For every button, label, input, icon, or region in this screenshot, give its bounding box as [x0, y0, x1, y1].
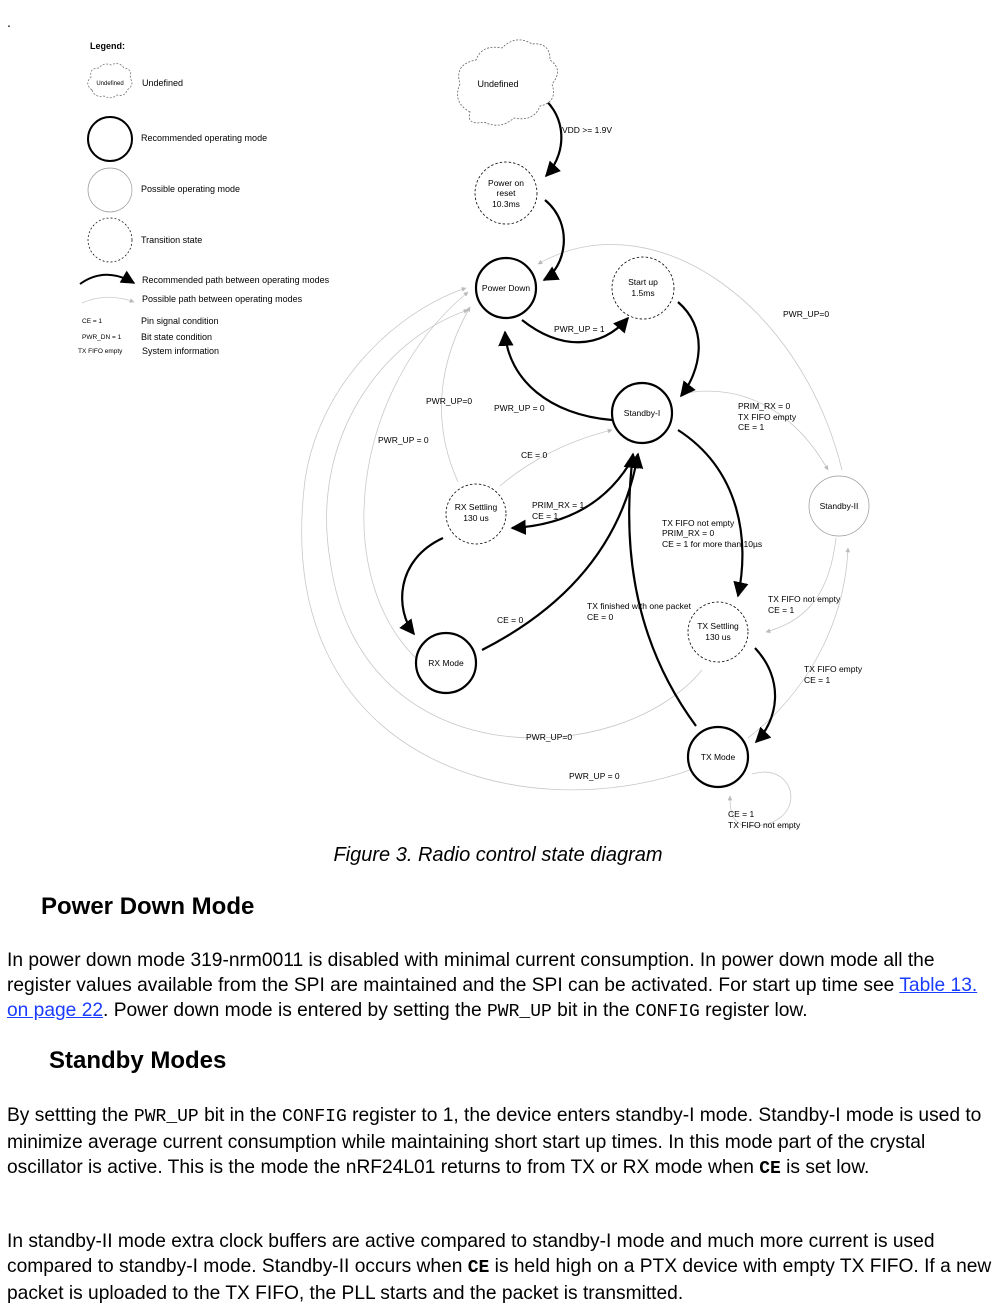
legend-bit-sample: PWR_DN = 1 [82, 334, 122, 341]
state-rxmode: RX Mode [428, 658, 464, 668]
state-standby1: Standby-I [623, 408, 661, 418]
label-pwrup0-txsettling: PWR_UP=0 [526, 732, 573, 742]
text: bit in the [198, 1105, 282, 1126]
code-ce: CE [759, 1159, 781, 1179]
label-sb2-3: CE = 1 [738, 422, 765, 432]
legend-possible-mode-icon [88, 168, 132, 212]
state-undefined: Undefined [477, 79, 519, 89]
path-txmode-to-standby2 [748, 548, 848, 738]
label-sb2-1: PRIM_RX = 0 [738, 401, 791, 411]
label-ce0-rxmode: CE = 0 [497, 615, 524, 625]
state-txsettling-1: TX Settling [697, 621, 739, 631]
label-primrx1-ce: CE = 1 [532, 511, 559, 521]
heading-standby: Standby Modes [49, 1047, 227, 1074]
code-config: CONFIG [635, 1002, 700, 1022]
path-rxsettling-to-rxmode [402, 538, 443, 634]
label-txset-3: CE = 1 for more than 10µs [662, 539, 763, 549]
label-vdd: VDD >= 1.9V [562, 125, 613, 135]
path-standby2-to-powerdown [538, 245, 842, 470]
legend-title: Legend: [90, 41, 125, 51]
legend-recommended-mode-icon [88, 117, 132, 161]
path-txsettling-to-txmode [755, 648, 775, 742]
text: In power down mode 319-nrm0011 is disabled with minimal current consumption. In power down mode all the register values available from the SPI are maintained and the SPI can be activated. For start up time see [7, 950, 935, 996]
label-primrx1: PRIM_RX = 1 [532, 500, 585, 510]
state-rxsettling-2: 130 us [463, 513, 489, 523]
legend-transition: Transition state [141, 235, 203, 245]
legend-recommended-mode: Recommended operating mode [141, 133, 268, 143]
label-txset-1: TX FIFO not empty [662, 518, 735, 528]
text: register low. [699, 1000, 808, 1021]
state-standby2: Standby-II [819, 501, 859, 511]
text: is held high on a PTX device with empty TX FIFO. If a new packet is uploaded to the TX FIFO, the PLL starts and the packet is transmitted. [7, 1256, 992, 1304]
legend-undefined-label: Undefined [142, 78, 184, 88]
label-pwrup1: PWR_UP = 1 [554, 324, 605, 334]
legend-recommended-path: Recommended path between operating modes [142, 275, 330, 285]
legend-bit: Bit state condition [141, 332, 213, 342]
path-rxsettling-to-standby1 [500, 430, 612, 486]
path-standby1-to-txsettling [678, 430, 742, 596]
label-sb2tx-1: TX FIFO not empty [768, 594, 841, 604]
state-por-2: reset [496, 188, 516, 198]
label-txsb2-2: CE = 1 [804, 675, 831, 685]
path-rxsettling-to-powerdown [441, 307, 470, 482]
legend-possible-path: Possible path between operating modes [142, 294, 303, 304]
text: register to 1, the device enters standby-I mode. Standby-I mode is used to minimize average current consumption while maintaining short start up times. In this mode part of the crystal oscillator is active. This is the mode the nRF24L01 returns to from TX or RX mode when [7, 1105, 982, 1178]
label-pwrup0-txmode: PWR_UP = 0 [569, 771, 620, 781]
text: By settting the [7, 1105, 134, 1126]
heading-power-down: Power Down Mode [41, 893, 255, 920]
code-ce: CE [467, 1258, 490, 1278]
text: is set low. [780, 1157, 870, 1178]
table13-link[interactable]: Table 13. on page 22 [7, 975, 978, 1021]
legend-pin-sample: CE = 1 [82, 318, 103, 325]
path-txmode-to-powerdown [302, 288, 690, 790]
label-txsb2-1: TX FIFO empty [804, 664, 863, 674]
state-por-1: Power on [488, 178, 524, 188]
legend-undefined-mini: Undefined [96, 81, 124, 87]
label-sb2-2: TX FIFO empty [738, 412, 797, 422]
state-startup-1: Start up [628, 277, 658, 287]
state-powerdown: Power Down [481, 283, 531, 293]
label-txfin-2: CE = 0 [587, 612, 614, 622]
label-pwrup0-rxmode: PWR_UP = 0 [378, 435, 429, 445]
path-standby2-to-txsettling [766, 538, 836, 632]
text: . Power down mode is entered by setting the [103, 1000, 487, 1021]
state-txmode: TX Mode [700, 752, 736, 762]
legend-possible-path-icon [82, 297, 134, 303]
path-undefined-to-por [537, 94, 561, 176]
paragraph-power-down [7, 948, 992, 1025]
label-pwrup0-standby1: PWR_UP = 0 [494, 403, 545, 413]
path-startup-to-standby1 [678, 302, 699, 396]
code-config: CONFIG [281, 1107, 347, 1127]
code-pwr-up: PWR_UP [487, 1002, 552, 1022]
label-pwrup0-rxsettling: PWR_UP=0 [426, 396, 473, 406]
path-txmode-to-standby1 [629, 454, 696, 726]
state-txsettling-2: 130 us [705, 632, 731, 642]
label-pwrup0-standby2: PWR_UP=0 [783, 309, 830, 319]
path-por-to-powerdown [544, 200, 564, 280]
label-txfin-1: TX finished with one packet [587, 601, 691, 611]
legend-sys: System information [142, 346, 220, 356]
figure-caption: Figure 3. Radio control state diagram [333, 844, 663, 866]
legend-recommended-path-icon [80, 275, 134, 284]
path-standby1-to-rxsettling [512, 456, 634, 528]
label-txloop-1: CE = 1 [728, 809, 755, 819]
paragraph-standby-1 [7, 1103, 992, 1182]
path-txsettling-to-powerdown [327, 310, 702, 738]
paragraph-standby-2 [7, 1229, 992, 1306]
legend-pin: Pin signal condition [141, 316, 219, 326]
state-startup-2: 1.5ms [631, 288, 655, 298]
label-ce0-rxsettling: CE = 0 [521, 450, 548, 460]
path-rxmode-to-powerdown [364, 292, 468, 662]
legend-sys-sample: TX FIFO empty [78, 348, 123, 355]
text: In standby-II mode extra clock buffers are active compared to standby-I mode and much more current is used compared to standby-I mode. Standby-II occurs when [7, 1231, 935, 1277]
label-txset-2: PRIM_RX = 0 [662, 528, 715, 538]
code-pwr-up: PWR_UP [133, 1107, 199, 1127]
state-por-3: 10.3ms [492, 199, 520, 209]
label-sb2tx-2: CE = 1 [768, 605, 795, 615]
leading-dot: . [7, 14, 11, 30]
legend-possible-mode: Possible operating mode [141, 184, 241, 194]
label-txloop-2: TX FIFO not empty [728, 820, 801, 830]
state-rxsettling-1: RX Settling [454, 502, 498, 512]
text: bit in the [551, 1000, 636, 1021]
legend-transition-icon [88, 218, 132, 262]
